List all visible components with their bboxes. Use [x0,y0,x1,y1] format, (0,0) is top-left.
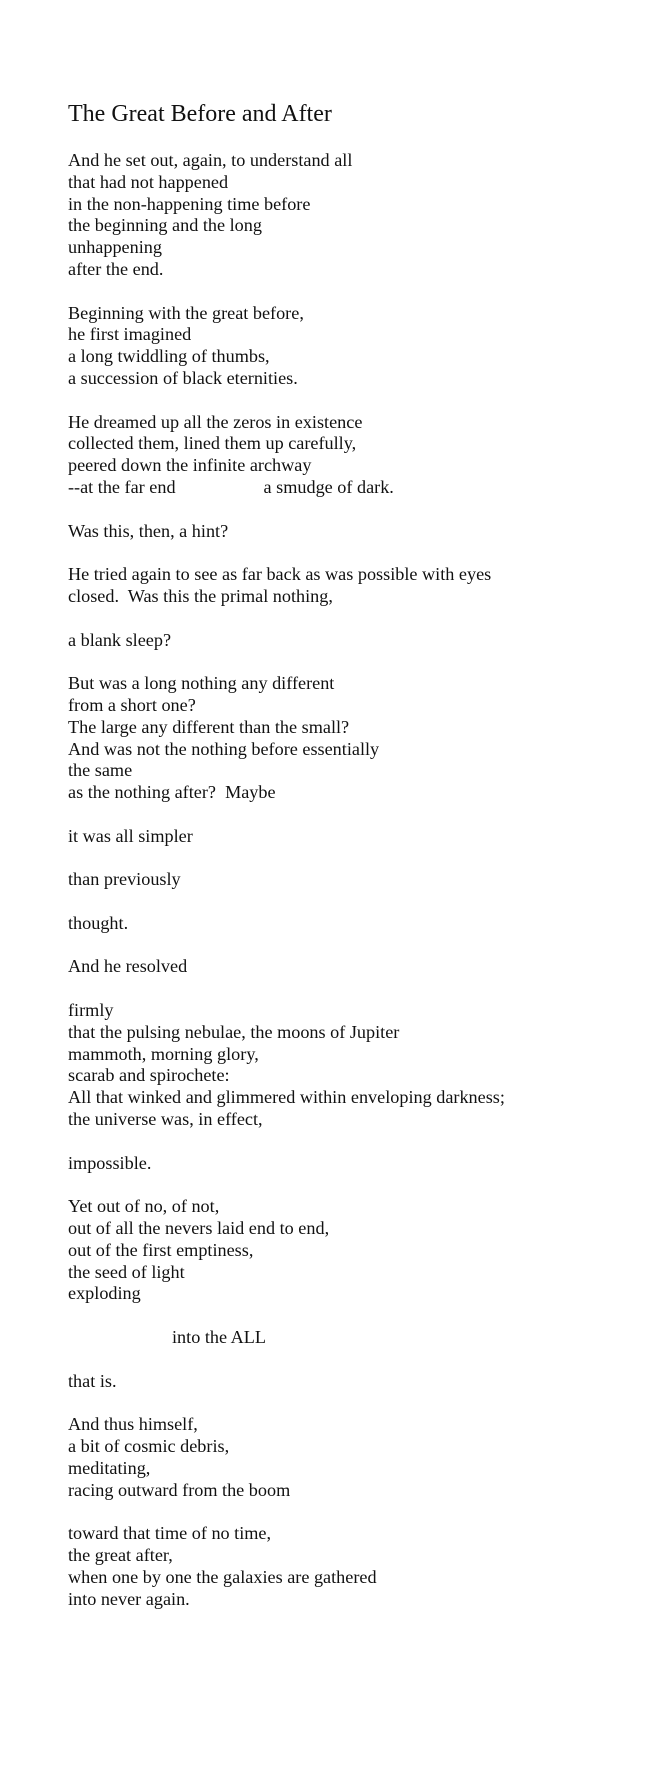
poem-line: a succession of black eternities. [68,367,298,388]
poem-line: And he resolved [68,956,188,977]
stanza-7 [68,673,658,804]
poem-split-line [68,477,658,499]
stanza-9 [68,869,658,891]
poem-line: Beginning with the great before, [68,302,304,323]
poem-line: unhappening [68,237,162,258]
stanza-3 [68,412,658,499]
stanza-11 [68,956,658,978]
poem-line: a long twiddling of thumbs, [68,346,270,367]
poem-line: mammoth, morning glory, [68,1043,259,1064]
poem-line: when one by one the galaxies are gathered [68,1566,377,1587]
poem-line: out of all the nevers laid end to end, [68,1218,330,1239]
poem-line: closed. Was this the primal nothing, [68,585,333,606]
poem-line: that is. [68,1370,117,1391]
poem-line: into never again. [68,1588,190,1609]
poem-line: And he set out, again, to understand all [68,150,353,170]
poem-line: as the nothing after? Maybe [68,782,276,803]
poem-line: He dreamed up all the zeros in existence [68,411,363,432]
poem-line: collected them, lined them up carefully, [68,433,357,454]
stanza-16 [68,1371,658,1393]
poem-line: Was this, then, a hint? [68,520,229,541]
poem-line: the same [68,760,133,781]
poem-line: toward that time of no time, [68,1523,272,1544]
stanza-10 [68,913,658,935]
poem-line: And thus himself, [68,1414,198,1435]
split-line-left: --at the far end [68,476,176,497]
poem-line: the beginning and the long [68,215,262,236]
stanza-8 [68,826,658,848]
poem-line: Yet out of no, of not, [68,1196,220,1217]
poem-line: that the pulsing nebulae, the moons of Jupiter [68,1021,400,1042]
poem-line: meditating, [68,1457,151,1478]
poem-line: he first imagined [68,324,192,345]
stanza-17 [68,1414,658,1501]
poem-line: after the end. [68,258,164,279]
poem-line-indented: into the ALL [172,1327,266,1348]
split-line-right: a smudge of dark. [263,476,394,497]
poem-line: firmly [68,1000,114,1021]
poem-line: thought. [68,912,129,933]
stanza-14 [68,1196,658,1305]
poem-line: from a short one? [68,694,196,715]
poem-line: the universe was, in effect, [68,1109,263,1130]
stanza-18 [68,1523,658,1610]
poem-page [68,100,658,1632]
poem-line: the seed of light [68,1261,185,1282]
poem-line: racing outward from the boom [68,1479,291,1500]
poem-line: that had not happened [68,171,229,192]
poem-line: And was not the nothing before essentially [68,738,380,759]
poem-line: But was a long nothing any different [68,673,335,694]
poem-line: exploding [68,1283,141,1304]
poem-line: peered down the infinite archway [68,455,312,476]
poem-line: He tried again to see as far back as was possible with eyes [68,564,492,585]
stanza-6 [68,630,658,652]
stanza-5 [68,564,658,608]
poem-line: scarab and spirochete: [68,1065,230,1086]
poem-line: The large any different than the small? [68,716,350,737]
poem-title: The Great Before and After [68,101,332,127]
poem-line: a bit of cosmic debris, [68,1436,230,1457]
poem-line: impossible. [68,1152,152,1173]
stanza-1 [68,150,658,281]
stanza-4 [68,521,658,543]
stanza-12 [68,1000,658,1131]
poem-line: out of the first emptiness, [68,1239,254,1260]
poem-line: the great after, [68,1545,173,1565]
poem-line: it was all simpler [68,825,193,846]
poem-line: than previously [68,869,181,890]
stanza-2 [68,303,658,390]
poem-line: in the non-happening time before [68,193,311,214]
stanza-13 [68,1153,658,1175]
stanza-15 [68,1327,658,1349]
poem-line: All that winked and glimmered within enveloping darkness; [68,1087,505,1108]
poem-line: a blank sleep? [68,629,172,650]
